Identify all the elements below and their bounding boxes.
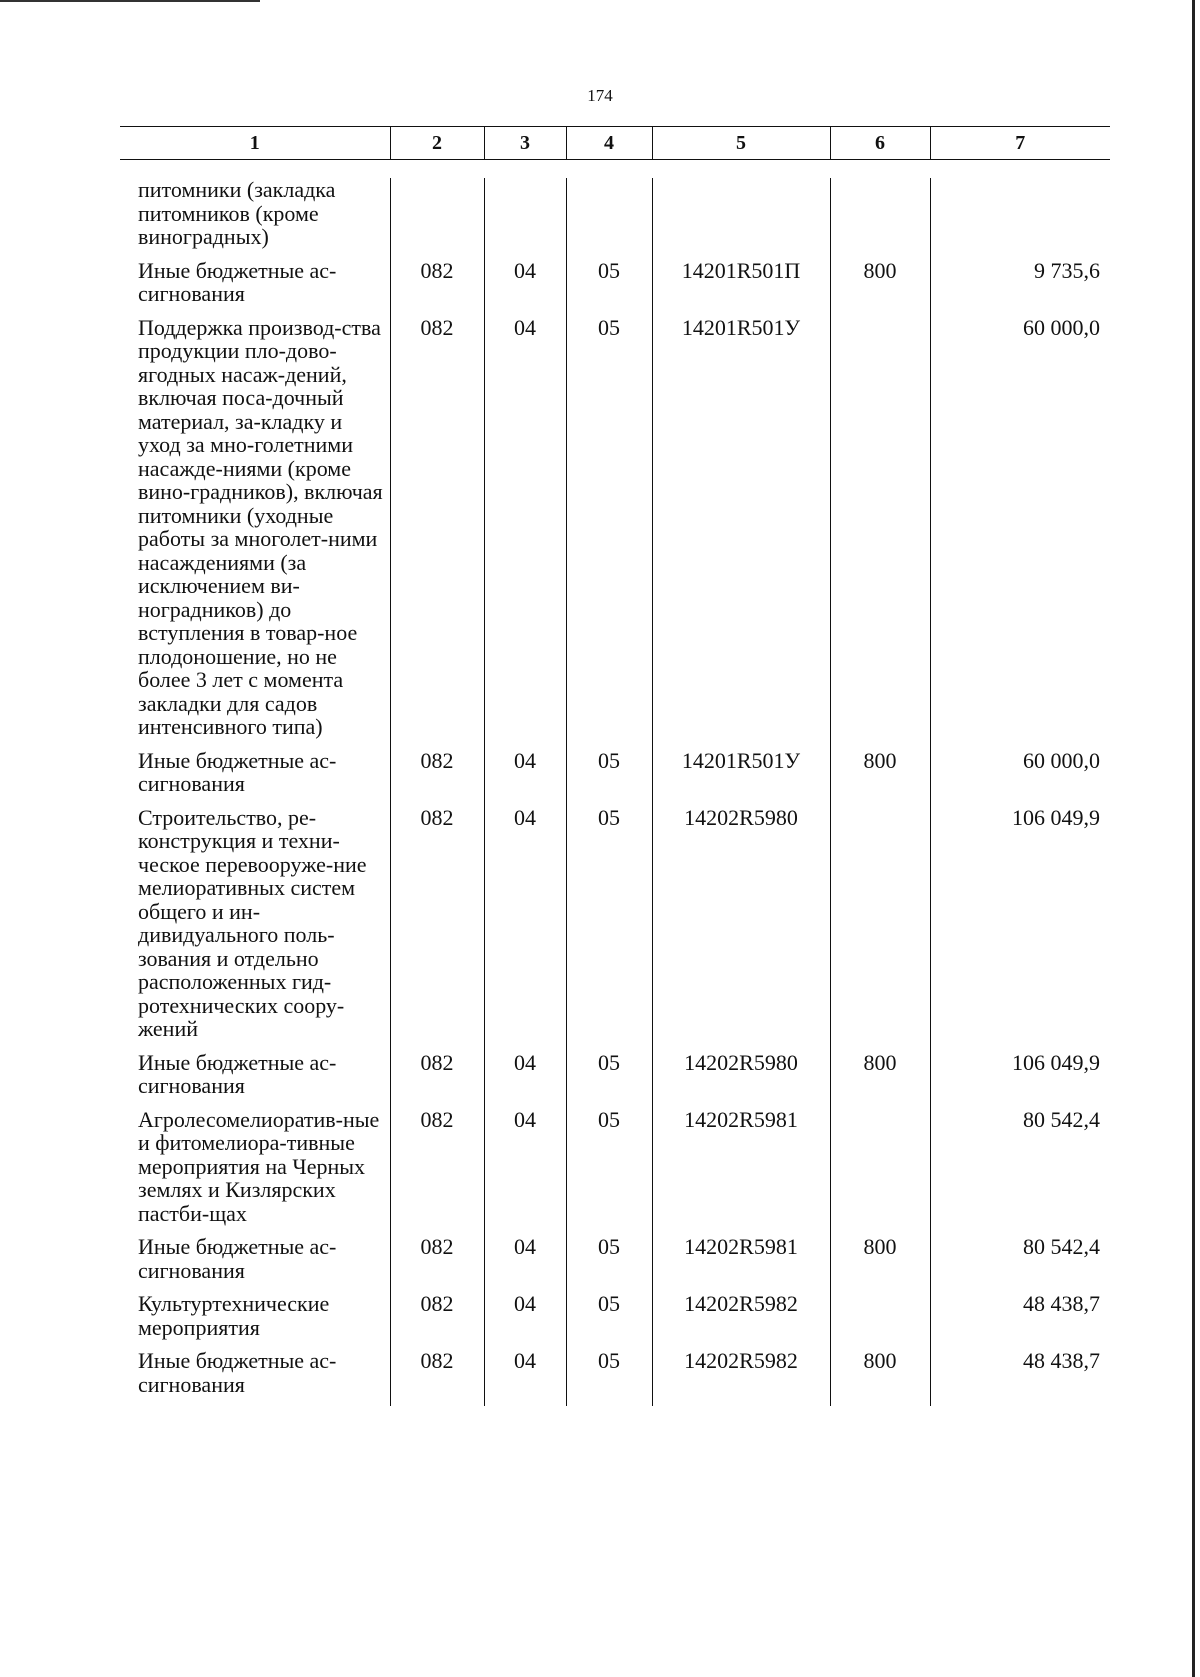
code-2-cell: 082 xyxy=(390,316,484,749)
table-row xyxy=(120,806,1110,1051)
table-row xyxy=(120,178,1110,259)
code-5-cell: 14202R5981 xyxy=(652,1235,830,1292)
code-2-cell: 082 xyxy=(390,1235,484,1292)
table-row xyxy=(120,1292,1110,1349)
code-6-cell: 800 xyxy=(830,259,930,316)
code-4-cell: 05 xyxy=(566,1292,652,1349)
code-4-cell: 05 xyxy=(566,1108,652,1236)
table-row xyxy=(120,749,1110,806)
page-number: 174 xyxy=(587,86,613,105)
code-6-cell xyxy=(830,178,930,259)
column-header-6: 6 xyxy=(830,127,930,160)
row-name-cell: Культуртехнические мероприятия xyxy=(138,1291,330,1340)
code-4-cell: 05 xyxy=(566,259,652,316)
table-row xyxy=(120,1349,1110,1406)
scan-edge-top xyxy=(0,0,260,2)
header-row xyxy=(120,127,1110,160)
column-header-7: 7 xyxy=(930,127,1110,160)
column-header-1: 1 xyxy=(120,127,390,160)
row-name-cell: питомники (закладка питомников (кроме виноградных) xyxy=(138,177,336,249)
code-6-cell xyxy=(830,1108,930,1236)
amount-cell: 60 000,0 xyxy=(930,316,1110,749)
amount-cell: 80 542,4 xyxy=(930,1235,1110,1292)
table-row xyxy=(120,1235,1110,1292)
code-3-cell: 04 xyxy=(484,1292,566,1349)
amount-cell: 106 049,9 xyxy=(930,806,1110,1051)
column-header-4: 4 xyxy=(566,127,652,160)
code-2-cell: 082 xyxy=(390,259,484,316)
table-row xyxy=(120,316,1110,749)
amount-cell xyxy=(930,178,1110,259)
code-5-cell: 14201R501У xyxy=(652,316,830,749)
code-5-cell: 14201R501П xyxy=(652,259,830,316)
code-2-cell: 082 xyxy=(390,806,484,1051)
scan-edge-right xyxy=(1192,0,1195,1677)
code-3-cell: 04 xyxy=(484,806,566,1051)
code-5-cell xyxy=(652,178,830,259)
code-3-cell: 04 xyxy=(484,749,566,806)
row-name-cell: Поддержка производ-ства продукции пло-дово-ягодных насаж-дений, включая поса-дочный материал, за-кладку и уход за мно-голетними насажде-ниями (кроме вино-градников), включая питомники (уходные работы за многолет-ними насаждениями (за исключением ви-ноградников) до вступления в товар-ное плодоношение, но не более 3 лет с момента закладки для садов интенсивного типа) xyxy=(138,314,383,739)
table-row xyxy=(120,1108,1110,1236)
code-4-cell xyxy=(566,178,652,259)
column-header-3: 3 xyxy=(484,127,566,160)
code-5-cell: 14202R5980 xyxy=(652,1051,830,1108)
code-6-cell xyxy=(830,1292,930,1349)
code-4-cell: 05 xyxy=(566,316,652,749)
amount-cell: 80 542,4 xyxy=(930,1108,1110,1236)
amount-cell: 48 438,7 xyxy=(930,1292,1110,1349)
code-2-cell: 082 xyxy=(390,1292,484,1349)
code-3-cell xyxy=(484,178,566,259)
code-5-cell: 14202R5981 xyxy=(652,1108,830,1236)
code-3-cell: 04 xyxy=(484,1349,566,1406)
amount-cell: 60 000,0 xyxy=(930,749,1110,806)
amount-cell: 106 049,9 xyxy=(930,1051,1110,1108)
code-5-cell: 14202R5982 xyxy=(652,1349,830,1406)
code-2-cell: 082 xyxy=(390,1051,484,1108)
row-name-cell: Иные бюджетные ас-сигнования xyxy=(138,257,337,306)
table-row xyxy=(120,1051,1110,1108)
code-6-cell: 800 xyxy=(830,1349,930,1406)
code-5-cell: 14201R501У xyxy=(652,749,830,806)
code-4-cell: 05 xyxy=(566,1235,652,1292)
code-2-cell: 082 xyxy=(390,1349,484,1406)
code-6-cell: 800 xyxy=(830,1235,930,1292)
code-2-cell: 082 xyxy=(390,749,484,806)
code-6-cell: 800 xyxy=(830,1051,930,1108)
amount-cell: 48 438,7 xyxy=(930,1349,1110,1406)
budget-table xyxy=(120,178,1110,1406)
code-6-cell xyxy=(830,806,930,1051)
row-name-cell: Иные бюджетные ас-сигнования xyxy=(138,1348,337,1397)
row-name-cell: Иные бюджетные ас-сигнования xyxy=(138,1234,337,1283)
column-header-2: 2 xyxy=(390,127,484,160)
code-2-cell: 082 xyxy=(390,1108,484,1236)
table-header xyxy=(120,126,1110,160)
code-6-cell xyxy=(830,316,930,749)
code-5-cell: 14202R5980 xyxy=(652,806,830,1051)
row-name-cell: Иные бюджетные ас-сигнования xyxy=(138,1049,337,1098)
code-3-cell: 04 xyxy=(484,1235,566,1292)
table-row xyxy=(120,259,1110,316)
code-4-cell: 05 xyxy=(566,806,652,1051)
amount-cell: 9 735,6 xyxy=(930,259,1110,316)
code-3-cell: 04 xyxy=(484,1051,566,1108)
column-header-5: 5 xyxy=(652,127,830,160)
row-name-cell: Иные бюджетные ас-сигнования xyxy=(138,747,337,796)
code-5-cell: 14202R5982 xyxy=(652,1292,830,1349)
code-4-cell: 05 xyxy=(566,1349,652,1406)
code-3-cell: 04 xyxy=(484,259,566,316)
code-4-cell: 05 xyxy=(566,749,652,806)
code-4-cell: 05 xyxy=(566,1051,652,1108)
code-3-cell: 04 xyxy=(484,316,566,749)
row-name-cell: Агролесомелиоратив-ные и фитомелиора-тивные мероприятия на Черных землях и Кизлярских пастби-щах xyxy=(138,1106,380,1226)
code-3-cell: 04 xyxy=(484,1108,566,1236)
code-6-cell: 800 xyxy=(830,749,930,806)
row-name-cell: Строительство, ре-конструкция и техни-ческое перевооруже-ние мелиоративных систем общего и ин-дивидуального поль-зования и отдельно расположенных гид-ротехнических соору-жений xyxy=(138,804,367,1041)
code-2-cell xyxy=(390,178,484,259)
